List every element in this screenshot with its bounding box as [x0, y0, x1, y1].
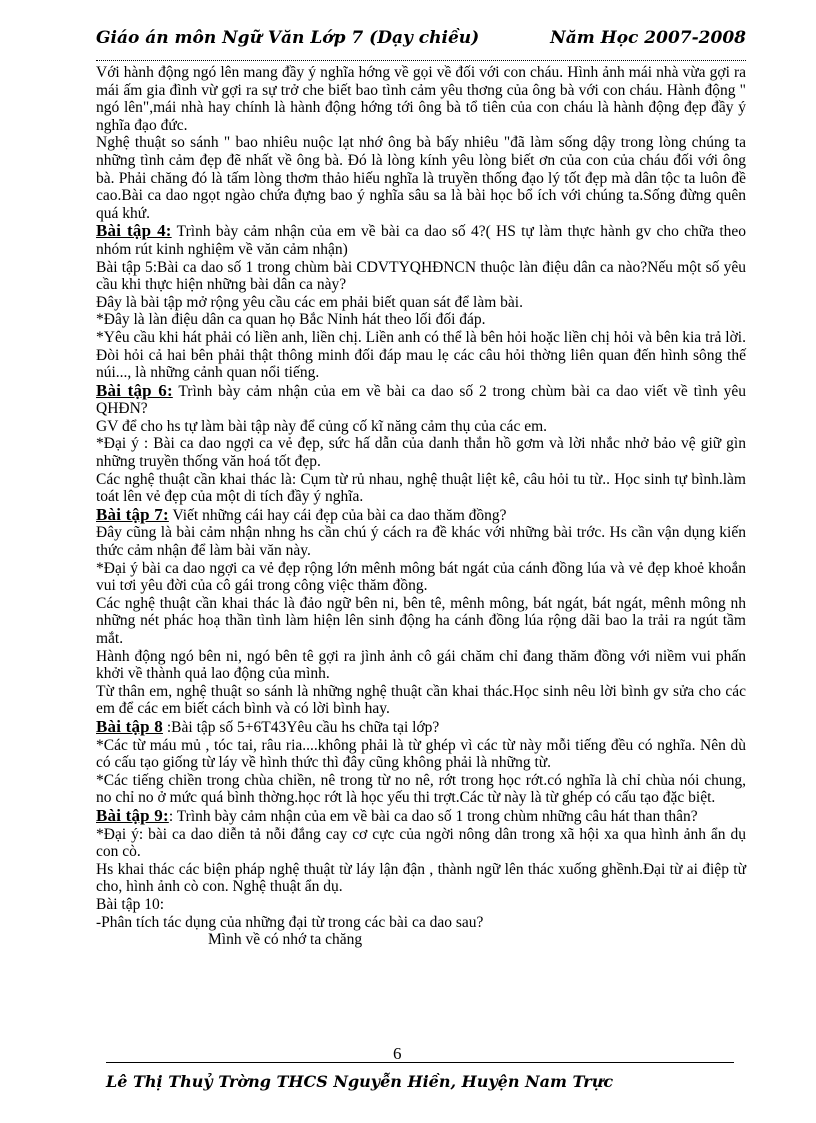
- body-paragraph: [96, 311, 746, 329]
- paragraph-text: Mình về có nhớ ta chăng: [208, 931, 363, 949]
- body-paragraph: [96, 648, 746, 683]
- paragraph-text: Các nghệ thuật cần khai thác là đảo ngữ bên ni, bên tê, mênh mông, bát ngát, bát ngát, mênh mông nh những nét phác hoạ thần tình làm hiện lên sinh động ha cánh đồng lúa rộng dãi bao la trải ra ngút tầm mắt.: [96, 594, 746, 647]
- paragraph-text: Hành động ngó bên ni, ngó bên tê gợi ra jình ảnh cô gái chăm chỉ đang thăm đồng với niềm vui phấn khởi về thành quả lao động của mình.: [96, 647, 746, 683]
- paragraph-text: *Đại ý bài ca dao ngợi ca vẻ đẹp rộng lớn mênh mông bát ngát của cánh đồng lúa và vẻ đẹp khoẻ khoắn vui tơi yêu đời của cô gái trong công việc thăm đồng.: [96, 559, 746, 595]
- header-title: Giáo án môn Ngữ Văn Lớp 7 (Dạy chiều): [96, 28, 480, 48]
- header-school-year: Năm Học 2007-2008: [550, 28, 746, 48]
- exercise-heading-paragraph: [96, 718, 746, 737]
- exercise-heading-paragraph: [96, 807, 746, 826]
- paragraph-text: :Bài tập số 5+6T43Yêu cầu hs chữa tại lớp?: [162, 718, 440, 736]
- paragraph-text: Đây cũng là bài cảm nhận nhng hs cần chú ý cách ra đề khác với những bài trớc. Hs cần vận dụng kiến thức cảm nhận để làm bài văn này.: [96, 524, 746, 560]
- body-paragraph: [96, 683, 746, 718]
- paragraph-text: *Yêu cầu khi hát phải có liền anh, liền chị. Liền anh có thể là bên hỏi hoặc liền chị hỏi và bên kia trả lời. Đòi hỏi cả hai bên phải thật thông minh đối đáp mau lẹ các câu hỏi thờng liên quan đến hình sông thế núi..., là những cảnh quan nổi tiếng.: [96, 328, 746, 382]
- exercise-label: Bài tập 9:: [96, 805, 169, 825]
- body-paragraph: [96, 772, 746, 807]
- body-paragraph: [96, 418, 746, 436]
- page-header: [96, 28, 746, 54]
- paragraph-text: Bài tập 10:: [96, 895, 165, 913]
- body-paragraph: [96, 524, 746, 559]
- body-paragraph: [96, 737, 746, 772]
- body-paragraph: [96, 560, 746, 595]
- paragraph-text: -Phân tích tác dụng của những đại từ trong các bài ca dao sau?: [96, 913, 484, 931]
- exercise-label: Bài tập 6:: [96, 380, 173, 400]
- paragraph-text: Trình bày cảm nhận của em về bài ca dao số 4?( HS tự làm thực hành gv cho chữa theo nhóm rút kinh nghiệm về văn cảm nhận): [96, 223, 747, 258]
- page-footer: Lê Thị Thuỷ Trờng THCS Nguyễn Hiền, Huyện Nam Trực: [106, 1072, 614, 1091]
- exercise-heading-paragraph: [96, 506, 746, 525]
- exercise-label: Bài tập 4:: [96, 221, 172, 241]
- body-paragraph: [96, 595, 746, 648]
- paragraph-text: Hs khai thác các biện pháp nghệ thuật từ láy lận đận , thành ngữ lên thác xuống ghềnh.Đại từ ai điệp từ cho, hình ảnh cò con. Nghệ thuật ẩn dụ.: [96, 860, 746, 896]
- body-paragraph: [96, 64, 746, 134]
- paragraph-text: Đây là bài tập mở rộng yêu cầu các em phải biết quan sát để làm bài.: [96, 293, 523, 311]
- body-paragraph: [96, 294, 746, 312]
- footer-rule: [106, 1062, 734, 1063]
- paragraph-text: Với hành động ngó lên mang đầy ý nghĩa hớng về gọi về đối với con cháu. Hình ảnh mái nhà vừa gợi ra mái ấm gia đình vừ gợi ra sự trở che biết bao tình cảm yêu thơng của ông bà với con cháu. Hành động " ngó lên",mái nhà hay chính là hành động hớng tới ông bà tổ tiên của con cháu là hành động đẹp đầy ý nghĩa đạo đức.: [96, 64, 746, 134]
- paragraph-text: Các nghệ thuật cần khai thác là: Cụm từ rủ nhau, nghệ thuật liệt kê, câu hỏi tu từ.. Học sinh tự bình.làm toát lên vẻ đẹp của một di tích đầy ý nghĩa.: [96, 470, 746, 506]
- document-body: [96, 64, 746, 949]
- paragraph-text: : Trình bày cảm nhận của em về bài ca dao số 1 trong chùm những câu hát than thân?: [168, 807, 698, 825]
- body-paragraph: [96, 931, 746, 949]
- paragraph-text: Từ thân em, nghệ thuật so sánh là những nghệ thuật cần khai thác.Học sinh nêu lời bình gv sửa cho các em để các em biết cách bình và có lời bình hay.: [96, 682, 746, 718]
- body-paragraph: [96, 826, 746, 861]
- header-rule: [96, 60, 746, 61]
- page-number: 6: [393, 1044, 402, 1063]
- body-paragraph: [96, 329, 746, 382]
- paragraph-text: Viết những cái hay cái đẹp của bài ca dao thăm đồng?: [168, 506, 507, 524]
- paragraph-text: Trình bày cảm nhận của em về bài ca dao số 2 trong chùm bài ca dao viết về tình yêu QHĐN?: [96, 382, 746, 418]
- paragraph-text: *Đây là làn điệu dân ca quan họ Bắc Ninh hát theo lối đối đáp.: [96, 311, 486, 329]
- exercise-heading-paragraph: [96, 222, 746, 258]
- body-paragraph: [96, 435, 746, 470]
- paragraph-text: GV để cho hs tự làm bài tập này để củng cố kĩ năng cảm thụ của các em.: [96, 417, 548, 435]
- body-paragraph: [96, 914, 746, 932]
- body-paragraph: [96, 134, 746, 222]
- paragraph-text: *Các từ máu mủ , tóc tai, râu ria....không phải là từ ghép vì các từ này mỗi tiếng đều có nghĩa. Nên dù có cấu tạo giống từ láy về hình thức thì đây cũng không phải là những từ.: [96, 736, 746, 772]
- body-paragraph: [96, 896, 746, 914]
- paragraph-text: *Đại ý : Bài ca dao ngợi ca vẻ đẹp, sức hấ dẫn của danh thắn hồ gơm và lời nhắc nhở bảo vệ giữ gìn những truyền thống văn hoá tốt đẹp.: [96, 435, 746, 471]
- paragraph-text: Bài tập 5:Bài ca dao số 1 trong chùm bài CDVTYQHĐNCN thuộc làn điệu dân ca nào?Nếu một số yêu cầu khi thực hiện những bài dân ca này?: [96, 258, 746, 294]
- exercise-label: Bài tập 7:: [96, 504, 169, 524]
- body-paragraph: [96, 259, 746, 294]
- body-paragraph: [96, 861, 746, 896]
- paragraph-text: Nghệ thuật so sánh " bao nhiêu nuộc lạt nhớ ông bà bấy nhiêu "đã làm sống dậy trong lòng chúng ta những tình cảm đẹp đẽ nhất về ông bà. Đó là lòng kính yêu lòng biết ơn của con của cháu đối với ông bà. Phải chăng đó là tấm lòng thơm thảo hiếu nghĩa là truyền thống đạo lý tốt đẹp mà dân tộc ta luôn đề cao.Bài ca dao ngọt ngào chứa đựng bao ý nghĩa sâu sa là bài học bổ ích với chúng ta.Sống đừng quên quá khứ.: [96, 134, 746, 222]
- paragraph-text: *Các tiếng chiền trong chùa chiền, nê trong từ no nê, rớt trong học rớt.có nghĩa là chỉ chùa nói chung, no chỉ no ở mức quá bình thờng.học rớt là học yếu thi trợt.Các từ này là từ ghép có cấu tạo đặc biệt.: [96, 771, 746, 807]
- body-paragraph: [96, 471, 746, 506]
- paragraph-text: *Đại ý: bài ca dao diễn tả nỗi đắng cay cơ cực của ngời nông dân trong xã hội xa qua hình ảnh ẩn dụ con cò.: [96, 825, 746, 861]
- exercise-heading-paragraph: [96, 382, 746, 418]
- exercise-label: Bài tập 8: [96, 716, 163, 736]
